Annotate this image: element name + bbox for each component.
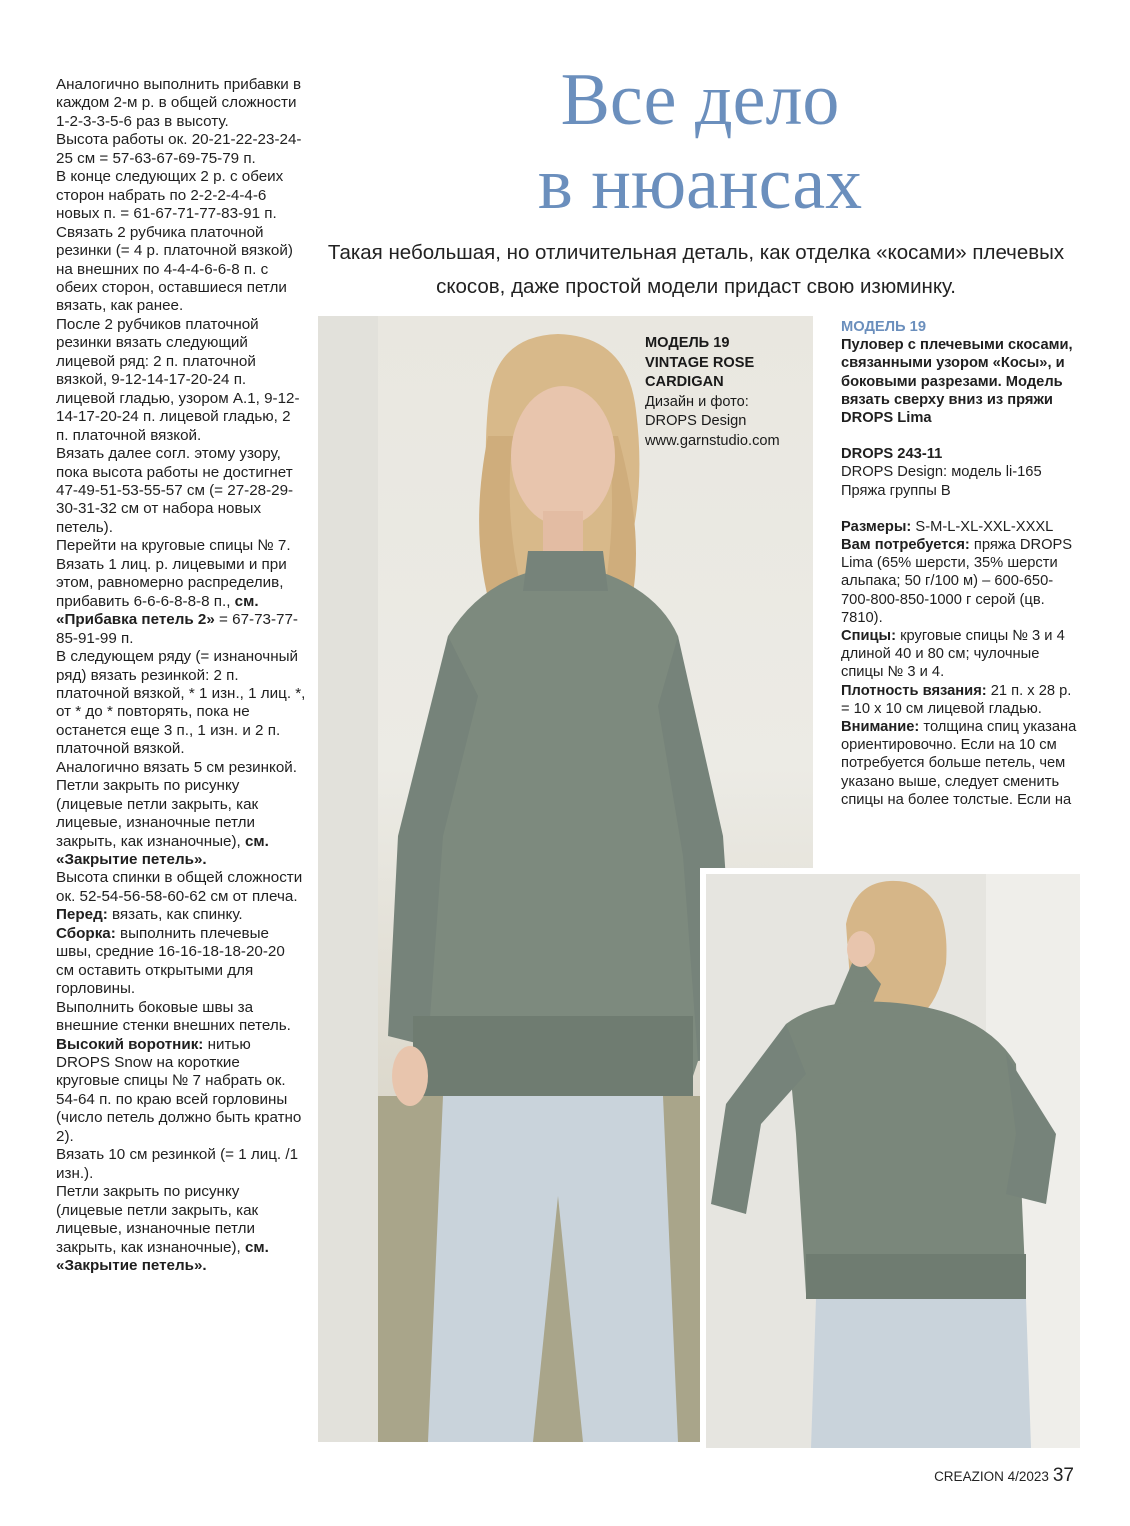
caption-model: МОДЕЛЬ 19 — [645, 335, 730, 351]
instructions-column-left — [56, 76, 306, 1275]
paragraph: Петли закрыть по рисунку (лицевые петли закрыть, как лицевые, изнаночные петли закрыть, как изнаночные), см. «Закрытие петель». — [56, 1183, 269, 1274]
paragraph: Перед: вязать, как спинку. — [56, 906, 243, 924]
gauge: Плотность вязания: 21 п. x 28 р. = 10 x 10 см лицевой гладью. — [841, 682, 1072, 717]
paragraph: Вязать 1 лиц. р. лицевыми и при этом, равномерно распределив, прибавить 6-6-6-8-8-8 п., см. «Прибавка петель 2» = 67-73-77-85-91-99 п. — [56, 555, 298, 647]
paragraph: После 2 рубчиков платочной резинки вязать следующий лицевой ряд: 2 п. платочной вязкой, 9-12-14-17-20-24 п. лицевой гладью, узором А.1, 9-12-14-17-20-24 п. лицевой гладью, 2 п. платочной вязкой. — [56, 315, 300, 444]
paragraph: В конце следующих 2 р. с обеих сторон набрать по 2-2-2-4-4-6 новых п. = 61-67-71-77-83-91 п. — [56, 168, 284, 223]
paragraph: Связать 2 рубчика платочной резинки (= 4 р. платочной вязкой) на внешних по 4-4-4-6-6-8 п. с обеих сторон, оставшиеся петли вязать, как ранее. — [56, 223, 293, 315]
paragraph: Сборка: выполнить плечевые швы, средние 16-16-18-18-20-20 см оставить открытыми для горловины. — [56, 924, 285, 998]
paragraph: Высота работы ок. 20-21-22-23-24-25 см = 57-63-67-69-75-79 п. — [56, 131, 302, 167]
caption-credit-label: Дизайн и фото: — [645, 393, 749, 410]
model-code: DROPS 243-11 — [841, 446, 943, 463]
page-number: 37 — [1052, 1465, 1074, 1486]
model-specs-column — [841, 318, 1077, 809]
paragraph: Выполнить боковые швы за внешние стенки внешних петель. — [56, 998, 291, 1035]
model-intro: Пуловер с плечевыми скосами, связанными узором «Косы», и боковыми разрезами. Модель вязать сверху вниз из пряжи DROPS Lima — [841, 337, 1073, 427]
paragraph: Аналогично вязать 5 см резинкой. — [56, 758, 297, 776]
model-label: МОДЕЛЬ 19 — [841, 319, 927, 335]
back-view-photo — [700, 868, 1080, 1448]
article-subtitle: Такая небольшая, но отличительная деталь, как отделка «косами» плечевых скосов, даже простой модели придаст свою изюминку. — [327, 241, 1065, 298]
yarn-group: Пряжа группы B — [841, 482, 951, 499]
caption-credit: DROPS Design — [645, 413, 747, 430]
article-title — [480, 58, 920, 226]
needles: Спицы: круговые спицы № 3 и 4 длиной 40 и 80 см; чулочные спицы № 3 и 4. — [841, 628, 1065, 681]
paragraph: Аналогично выполнить прибавки в каждом 2-м р. в общей сложности 1-2-3-3-5-6 раз в высоту. — [56, 76, 302, 130]
paragraph: Вязать 10 см резинкой (= 1 лиц. /1 изн.). — [56, 1146, 299, 1182]
paragraph: Вязать далее согл. этому узору, пока высота работы не достигнет 47-49-51-53-55-57 см (= 27-28-29-30-31-32 см от набора новых петель). — [56, 445, 294, 536]
magazine-issue: CREAZION 4/2023 — [934, 1469, 1049, 1484]
caption-website: www.garnstudio.com — [645, 432, 780, 449]
paragraph: Высота спинки в общей сложности ок. 52-54-56-58-60-62 см от плеча. — [56, 869, 303, 905]
sizes: Размеры: S-M-L-XL-XXL-XXXL — [841, 518, 1054, 535]
page-footer — [896, 1465, 1074, 1487]
paragraph: В следующем ряду (= изнаночный ряд) вязать резинкой: 2 п. платочной вязкой, * 1 изн., 1 лиц. *, от * до * повторять, пока не останется еще 3 п., 1 изн. и 2 п. платочной вязкой. — [56, 648, 306, 758]
attention: Внимание: толщина спиц указана ориентировочно. Если на 10 см потребуется больше петель, чем указано выше, следует сменить спицы на более толстые. Если на — [841, 719, 1077, 808]
model-back-illustration — [706, 874, 1080, 1448]
materials: Вам потребуется: пряжа DROPS Lima (65% шерсти, 35% шерсти альпака; 50 г/100 м) – 600-650-700-800-850-1000 г серой (цв. 7810). — [841, 537, 1073, 626]
paragraph: Перейти на круговые спицы № 7. — [56, 537, 291, 555]
caption-name-1: VINTAGE ROSE — [645, 354, 755, 371]
photo-caption — [645, 334, 805, 452]
caption-name-2: CARDIGAN — [645, 374, 724, 391]
paragraph: Петли закрыть по рисунку (лицевые петли закрыть, как лицевые, изнаночные петли закрыть, как изнаночные), см. «Закрытие петель». — [56, 777, 269, 869]
title-line-1: Все дело — [560, 59, 840, 141]
model-design: DROPS Design: модель li-165 — [841, 464, 1042, 481]
paragraph: Высокий воротник: нитью DROPS Snow на короткие круговые спицы № 7 набрать ок. 54-64 п. по краю всей горловины (число петель должно быть кратно 2). — [56, 1035, 302, 1145]
title-line-2: в нюансах — [537, 143, 863, 225]
